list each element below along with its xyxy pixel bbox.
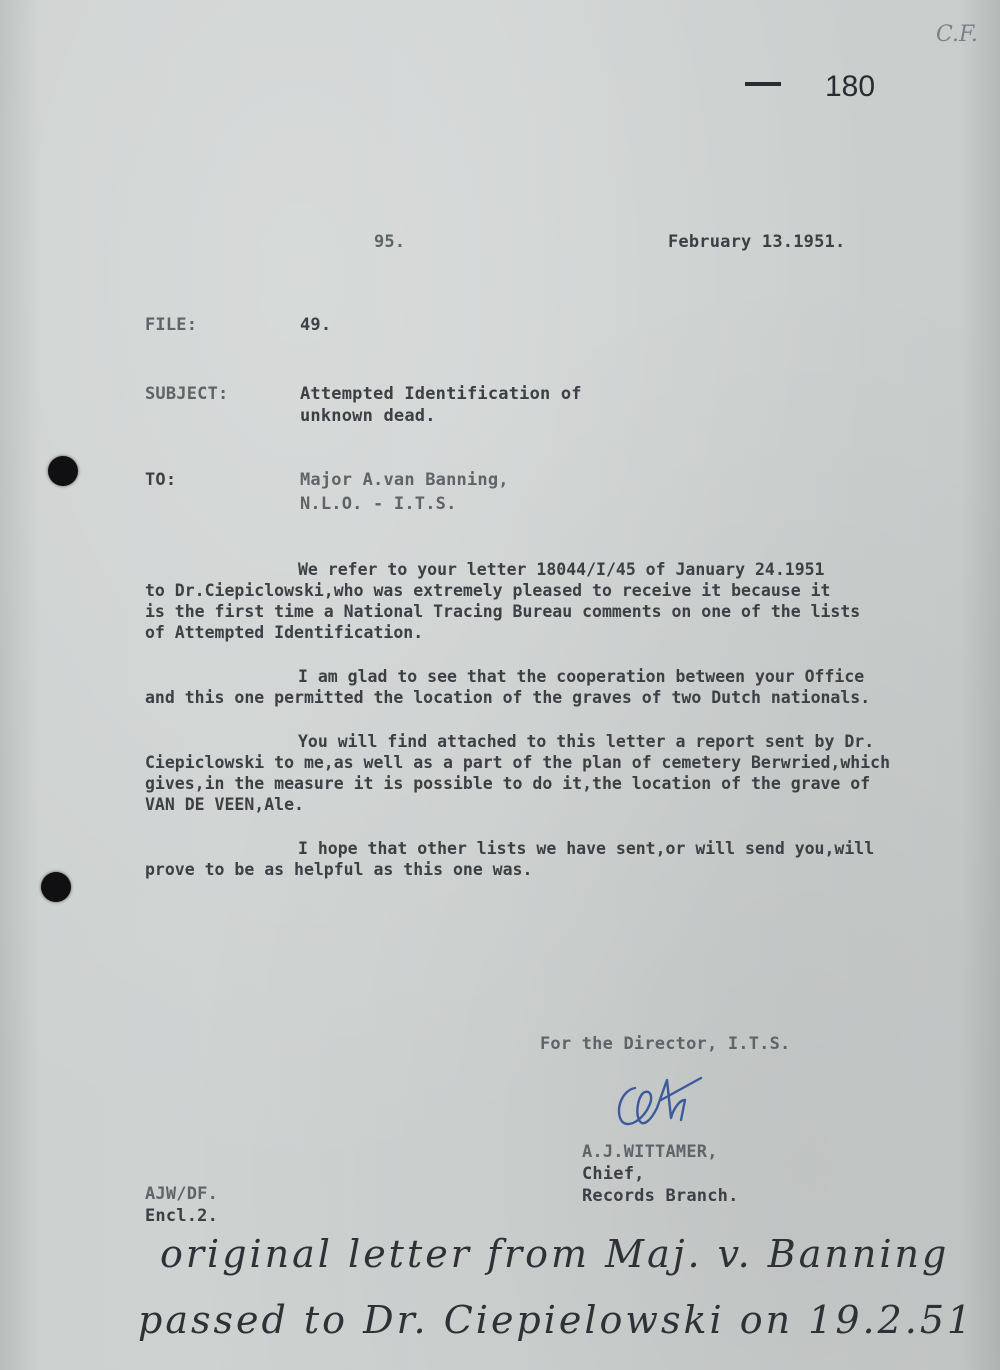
file-value: 49.	[300, 315, 332, 335]
paragraph-3-line-4: VAN DE VEEN,Ale.	[145, 795, 304, 814]
paragraph-1-line-3: is the first time a National Tracing Bureau comments on one of the lists	[145, 602, 861, 621]
signature-initials	[605, 1070, 715, 1135]
closing-line: For the Director, I.T.S.	[540, 1034, 791, 1054]
punch-hole-top	[48, 456, 78, 486]
letter-date: February 13.1951.	[668, 232, 846, 252]
signatory-title: Chief,	[582, 1164, 645, 1184]
file-label: FILE:	[145, 315, 198, 335]
handwritten-note-line-1: original letter from Maj. v. Banning	[160, 1232, 950, 1276]
paragraph-1-line-2: to Dr.Ciepiclowski,who was extremely pleased to receive it because it	[145, 581, 831, 600]
paragraph-3-line-3: gives,in the measure it is possible to do it,the location of the grave of	[145, 774, 871, 793]
enclosure-note: Encl.2.	[145, 1206, 219, 1226]
paragraph-4-line-2: prove to be as helpful as this one was.	[145, 860, 533, 879]
to-label: TO:	[145, 470, 177, 490]
subject-line-2: unknown dead.	[300, 406, 436, 426]
paragraph-3-line-1: You will find attached to this letter a report sent by Dr.	[298, 732, 875, 751]
initials-reference: AJW/DF.	[145, 1184, 219, 1204]
signatory-branch: Records Branch.	[582, 1186, 739, 1206]
paragraph-2-line-1: I am glad to see that the cooperation between your Office	[298, 667, 865, 686]
subject-line-1: Attempted Identification of	[300, 384, 582, 404]
paragraph-1-line-4: of Attempted Identification.	[145, 623, 424, 642]
reference-number: 95.	[374, 232, 406, 252]
paragraph-3-line-2: Ciepiclowski to me,as well as a part of the plan of cemetery Berwried,which	[145, 753, 891, 772]
corner-mark: C.F.	[936, 22, 978, 47]
paragraph-2-line-2: and this one permitted the location of the graves of two Dutch nationals.	[145, 688, 871, 707]
handwritten-note-line-2: passed to Dr. Ciepielowski on 19.2.51	[138, 1298, 975, 1342]
punch-hole-bottom	[41, 872, 71, 902]
stamp-dash	[745, 82, 781, 86]
stamp-number: 180	[825, 70, 876, 103]
to-line-2: N.L.O. - I.T.S.	[300, 494, 457, 514]
paragraph-1-line-1: We refer to your letter 18044/I/45 of January 24.1951	[298, 560, 825, 579]
paragraph-4-line-1: I hope that other lists we have sent,or will send you,will	[298, 839, 875, 858]
signatory-name: A.J.WITTAMER,	[582, 1142, 718, 1162]
subject-label: SUBJECT:	[145, 384, 229, 404]
to-line-1: Major A.van Banning,	[300, 470, 509, 490]
